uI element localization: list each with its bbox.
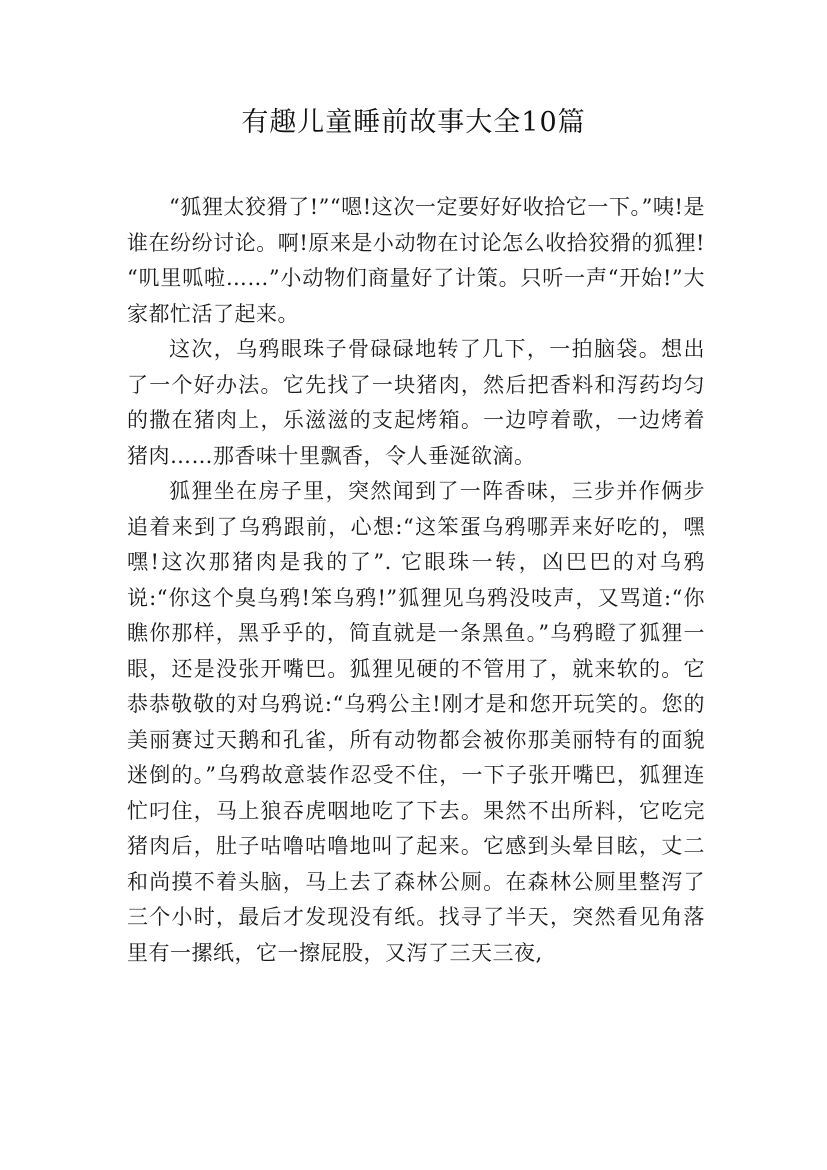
document-title: 有趣儿童睡前故事大全10篇 (241, 107, 586, 138)
paragraph-1: “狐狸太狡猾了!”“嗯!这次一定要好好收拾它一下。”咦!是谁在纷纷讨论。啊!原来是小动物在讨论怎么收拾狡猾的狐狸! “叽里呱啦……”小动物们商量好了计策。只听一声“开始!”大家都忙活了起来。 (127, 195, 705, 326)
paragraph-3: 狐狸坐在房子里，突然闻到了一阵香味，三步并作俩步追着来到了乌鸦跟前，心想:“这笨蛋乌鸦哪弄来好吃的，嘿嘿!这次那猪肉是我的了”. 它眼珠一转，凶巴巴的对乌鸦说:“你这个臭乌鸦!笨乌鸦!”狐狸见乌鸦没吱声，又骂道:“你瞧你那样，黑乎乎的，简直就是一条黑鱼。”乌鸦瞪了狐狸一眼，还是没张开嘴巴。狐狸见硬的不管用了，就来软的。它恭恭敬敬的对乌鸦说:“乌鸦公主!刚才是和您开玩笑的。您的美丽赛过天鹅和孔雀，所有动物都会被你那美丽特有的面貌迷倒的。”乌鸦故意装作忍受不住，一下子张开嘴巴，狐狸连忙叼住，马上狼吞虎咽地吃了下去。果然不出所料，它吃完猪肉后，肚子咕噜咕噜地叫了起来。它感到头晕目眩，丈二和尚摸不着头脑，马上去了森林公厕。在森林公厕里整泻了三个小时，最后才发现没有纸。找寻了半天，突然看见角落里有一摞纸，它一擦屁股，又泻了三天三夜, (127, 479, 705, 965)
paragraph-2: 这次，乌鸦眼珠子骨碌碌地转了几下，一拍脑袋。想出了一个好办法。它先找了一块猪肉，然后把香料和泻药均匀的撒在猪肉上，乐滋滋的支起烤箱。一边哼着歌，一边烤着猪肉……那香味十里飘香，令人垂涎欲滴。 (127, 337, 705, 468)
document-body (127, 190, 705, 971)
